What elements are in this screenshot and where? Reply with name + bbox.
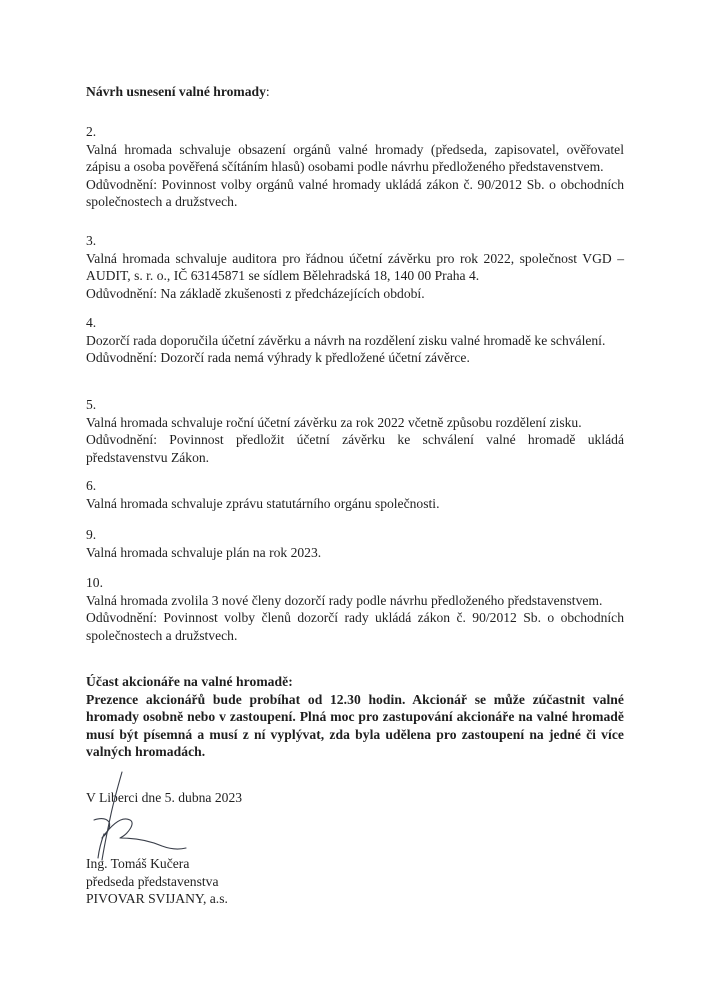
item-justification: Odůvodnění: Dozorčí rada nemá výhrady k předložené účetní závěrce.: [86, 350, 470, 365]
section-heading: [86, 83, 270, 101]
item-number: 3.: [86, 233, 97, 248]
resolution-item-5: [86, 396, 624, 466]
resolution-item-3: [86, 232, 624, 302]
attendance-notice: [86, 673, 624, 761]
resolution-item-6: [86, 477, 624, 512]
resolution-item-2: [86, 123, 624, 211]
notice-title: Účast akcionáře na valné hromadě:: [86, 674, 293, 689]
signer-name: Ing. Tomáš Kučera: [86, 856, 190, 871]
resolution-item-10: [86, 574, 624, 644]
notice-text: Prezence akcionářů bude probíhat od 12.30 hodin. Akcionář se může zúčastnit valné hromady osobně nebo v zastoupení. Plná moc pro zastupování akcionáře na valné hromadě musí být písemná a musí z ní vyplývat, zda byla udělena pro zastoupení na jedné či více valných hromadách.: [86, 691, 624, 759]
item-number: 10.: [86, 575, 103, 590]
item-number: 9.: [86, 527, 97, 542]
place-date: V Liberci dne 5. dubna 2023: [86, 790, 243, 805]
item-text: Valná hromada schvaluje roční účetní závěrku za rok 2022 včetně způsobu rozdělení zisku.: [86, 414, 582, 430]
resolution-item-9: [86, 526, 624, 561]
item-number: 2.: [86, 124, 97, 139]
heading-label: Návrh usnesení valné hromady: [86, 84, 266, 99]
item-text: Dozorčí rada doporučila účetní závěrku a návrh na rozdělení zisku valné hromadě ke schválení.: [86, 332, 606, 348]
item-number: 4.: [86, 315, 97, 330]
item-justification: Odůvodnění: Povinnost předložit účetní závěrku ke schválení valné hromadě ukládá představenstvu Zákon.: [86, 432, 624, 465]
item-text: Valná hromada schvaluje auditora pro řádnou účetní závěrku pro rok 2022, společnost VGD – AUDIT, s. r. o., IČ 63145871 se sídlem Bělehradská 18, 140 00 Praha 4.: [86, 250, 624, 283]
handwritten-signature: [78, 768, 190, 866]
item-justification: Odůvodnění: Povinnost volby členů dozorčí rady ukládá zákon č. 90/2012 Sb. o obchodních společnostech a družstvech.: [86, 610, 624, 643]
item-justification: Odůvodnění: Na základě zkušenosti z předcházejících období.: [86, 285, 425, 301]
item-text: Valná hromada zvolila 3 nové členy dozorčí rady podle návrhu předloženého představenstvem.: [86, 592, 603, 608]
heading-colon: :: [265, 84, 270, 99]
item-justification: Odůvodnění: Povinnost volby orgánů valné hromady ukládá zákon č. 90/2012 Sb. o obchodních společnostech a družstvech.: [86, 176, 624, 209]
item-text: Valná hromada schvaluje zprávu statutárního orgánu společnosti.: [86, 495, 440, 511]
resolution-item-4: [86, 314, 624, 367]
item-text: Valná hromada schvaluje obsazení orgánů valné hromady (předseda, zapisovatel, ověřovatel zápisu a osoba pověřená sčítáním hlasů) osobami podle návrhu předloženého představenstvem.: [86, 141, 624, 174]
item-number: 5.: [86, 397, 97, 412]
signer-company: PIVOVAR SVIJANY, a.s.: [86, 891, 228, 906]
signer-role: předseda představenstva: [86, 873, 219, 889]
item-number: 6.: [86, 478, 97, 493]
item-text: Valná hromada schvaluje plán na rok 2023.: [86, 544, 322, 560]
